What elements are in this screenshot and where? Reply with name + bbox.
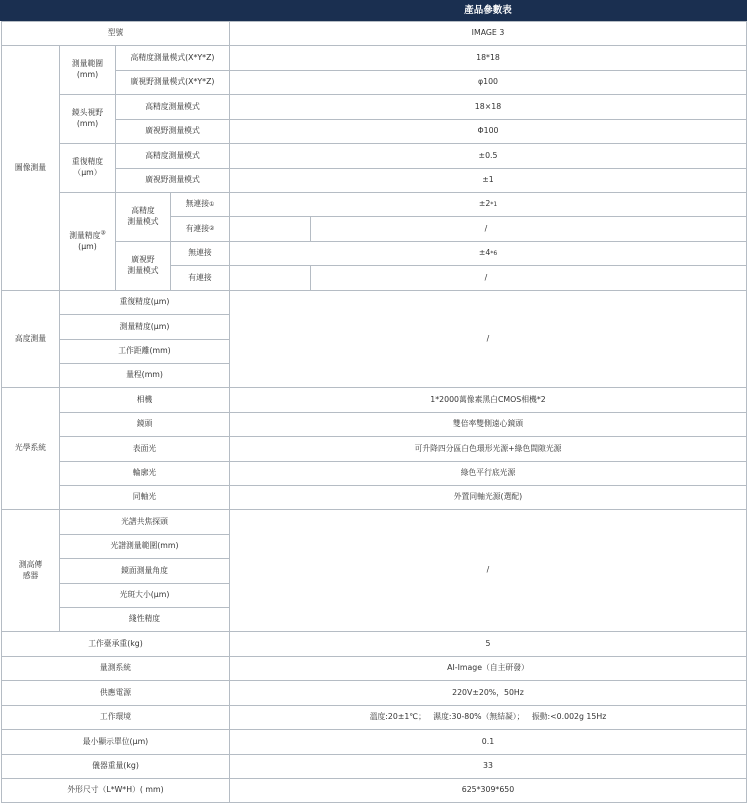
optics-group-label: 光學系統 bbox=[14, 443, 47, 453]
height-row-label: 量程(mm) bbox=[126, 370, 163, 380]
fov-wide-value: Φ100 bbox=[477, 126, 499, 136]
height-row-label: 測量精度(μm) bbox=[119, 321, 170, 331]
general-row-value: 0.1 bbox=[481, 736, 495, 746]
sensor-row-label: 鏡面測量角度 bbox=[121, 565, 168, 575]
sensor-row-label: 光譜共焦探頭 bbox=[121, 516, 168, 526]
fov-high-value: 18×18 bbox=[474, 101, 502, 111]
optics-row-value: 可升降四分區白色環形光源+綠色間隙光源 bbox=[414, 443, 562, 453]
imaging-group-label: 圖像測量 bbox=[14, 162, 47, 172]
no-stitch-text: 無連接 bbox=[185, 199, 209, 209]
optics-row-value: 1*2000萬像素黑白CMOS相機*2 bbox=[430, 394, 546, 404]
wide-stitch-value: / bbox=[484, 272, 488, 282]
height-row-label: 重復精度(μm) bbox=[119, 297, 170, 307]
model-value: IMAGE 3 bbox=[471, 28, 505, 38]
fov-high-label: 高精度測量模式 bbox=[145, 101, 200, 111]
sensor-row-label: 光斑大小(μm) bbox=[119, 590, 170, 600]
high-no-stitch-number: ±2 bbox=[478, 199, 491, 209]
height-row-label: 工作距離(mm) bbox=[118, 346, 171, 356]
fov-wide-label: 廣視野測量模式 bbox=[145, 126, 200, 136]
range-high-label: 高精度測量模式(X*Y*Z) bbox=[130, 52, 215, 62]
range-high-value: 18*18 bbox=[476, 52, 500, 62]
sensor-group-label: 測高傳 感器 bbox=[18, 559, 43, 580]
general-row-value: 625*309*650 bbox=[461, 785, 515, 795]
sensor-row-label: 綫性精度 bbox=[128, 614, 161, 624]
stitch-text: 有連接 bbox=[185, 223, 209, 233]
wide-stitch-label: 有連接 bbox=[188, 272, 212, 282]
wide-no-stitch-number: ±4 bbox=[478, 248, 491, 258]
general-row-label: 工作環境 bbox=[99, 712, 132, 722]
accuracy-label-text: 測量精度 bbox=[69, 230, 101, 240]
sensor-value: / bbox=[486, 565, 490, 575]
optics-row-value: 雙倍率雙側遠心鏡頭 bbox=[452, 419, 524, 429]
accuracy-note-mark: ③ bbox=[100, 229, 106, 237]
height-group-label: 高度測量 bbox=[14, 333, 47, 343]
high-stitch-value: / bbox=[484, 223, 488, 233]
accuracy-label bbox=[60, 193, 115, 290]
range-wide-value: φ100 bbox=[477, 77, 499, 87]
accuracy-wide-mode: 廣視野 測量模式 bbox=[127, 255, 159, 275]
high-no-stitch-label: 無連接 ① bbox=[185, 199, 215, 209]
repeat-label: 重復精度 （μm） bbox=[71, 157, 104, 177]
general-row-label: 儀器重量(kg) bbox=[92, 761, 139, 771]
optics-row-label: 輪廓光 bbox=[132, 468, 157, 478]
sensor-row-label: 光譜測量範圍(mm) bbox=[110, 541, 179, 551]
optics-row-label: 同軸光 bbox=[132, 492, 157, 502]
high-stitch-label: 有連接 ② bbox=[185, 223, 215, 233]
general-row-value: AI-Image（自主研發） bbox=[447, 663, 529, 673]
general-row-value: 220V±20%，50Hz bbox=[452, 687, 524, 697]
wide-no-stitch-value: ±4 *6 bbox=[478, 248, 498, 258]
general-row-label: 外形尺寸（L*W*H）( mm) bbox=[67, 785, 164, 795]
repeat-wide-value: ±1 bbox=[482, 175, 494, 185]
accuracy-unit: (μm) bbox=[78, 241, 97, 251]
model-label: 型號 bbox=[107, 28, 124, 38]
height-value: / bbox=[486, 333, 490, 343]
general-row-value: 5 bbox=[485, 638, 491, 648]
general-row-label: 供應電源 bbox=[99, 687, 132, 697]
general-row-value: 溫度:20±1℃； 濕度:30-80%（無結凝）； 振動:<0.002g 15Hz bbox=[369, 712, 607, 722]
optics-row-label: 相機 bbox=[136, 394, 153, 404]
optics-row-value: 外置同軸光源(選配) bbox=[453, 492, 523, 502]
fov-label: 鏡头視野 (mm) bbox=[71, 108, 104, 128]
general-row-label: 量測系統 bbox=[99, 663, 132, 673]
accuracy-high-mode: 高精度 測量模式 bbox=[127, 206, 159, 226]
table-title: 產品參數表 bbox=[464, 5, 512, 16]
optics-row-label: 表面光 bbox=[132, 443, 157, 453]
repeat-high-value: ±0.5 bbox=[478, 150, 498, 160]
general-row-label: 工作臺承重(kg) bbox=[88, 638, 143, 648]
table-header-bar bbox=[0, 0, 747, 21]
range-label: 測量範圍 (mm) bbox=[71, 59, 104, 79]
repeat-wide-label: 廣視野測量模式 bbox=[145, 175, 200, 185]
wide-no-stitch-label: 無連接 bbox=[188, 248, 212, 258]
repeat-high-label: 高精度測量模式 bbox=[145, 150, 200, 160]
general-row-label: 最小顯示單位(μm) bbox=[82, 736, 149, 746]
general-row-value: 33 bbox=[483, 761, 493, 771]
range-wide-label: 廣視野測量模式(X*Y*Z) bbox=[130, 77, 215, 87]
optics-row-label: 鏡頭 bbox=[136, 419, 153, 429]
high-no-stitch-value: ±2 *1 bbox=[478, 199, 498, 209]
optics-row-value: 綠色平行底光源 bbox=[460, 468, 516, 478]
